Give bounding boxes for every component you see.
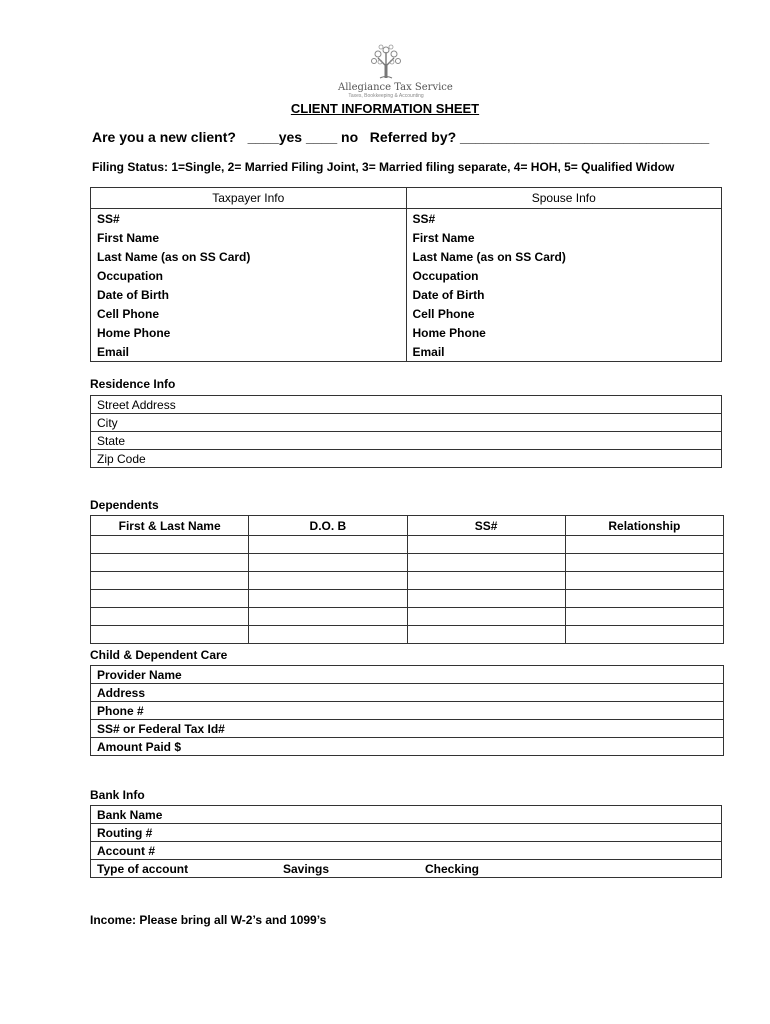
taxpayer-dob-field[interactable]: Date of Birth: [91, 285, 407, 304]
dependent-ssn-cell[interactable]: [407, 572, 565, 590]
spouse-last-name-field[interactable]: Last Name (as on SS Card): [406, 247, 722, 266]
dependent-name-cell[interactable]: [91, 572, 249, 590]
provider-tax-id-field[interactable]: SS# or Federal Tax Id#: [91, 720, 724, 738]
dependent-ssn-cell[interactable]: [407, 554, 565, 572]
bank-name-field[interactable]: Bank Name: [91, 806, 722, 824]
residence-heading: Residence Info: [90, 377, 176, 391]
new-client-question: Are you a new client? ____yes ____ no Referred by? ________________________________: [92, 129, 710, 145]
street-address-field[interactable]: Street Address: [91, 396, 722, 414]
logo-tagline: Taxes, Bookkeeping & Accounting: [348, 93, 424, 99]
dependent-relationship-cell[interactable]: [565, 590, 723, 608]
dependent-ssn-cell[interactable]: [407, 626, 565, 644]
dependent-name-header: First & Last Name: [91, 516, 249, 536]
tree-icon: [366, 42, 406, 82]
taxpayer-ssn-field[interactable]: SS#: [91, 209, 407, 229]
dependent-relationship-header: Relationship: [565, 516, 723, 536]
dependent-dob-cell[interactable]: [249, 572, 407, 590]
dependent-dob-cell[interactable]: [249, 608, 407, 626]
spouse-ssn-field[interactable]: SS#: [406, 209, 722, 229]
taxpayer-email-field[interactable]: Email: [91, 342, 407, 362]
dependent-name-cell[interactable]: [91, 626, 249, 644]
dependent-row: [91, 536, 724, 554]
bank-heading: Bank Info: [90, 788, 145, 802]
spouse-dob-field[interactable]: Date of Birth: [406, 285, 722, 304]
dependent-ssn-header: SS#: [407, 516, 565, 536]
provider-address-field[interactable]: Address: [91, 684, 724, 702]
dependent-ssn-cell[interactable]: [407, 536, 565, 554]
income-note: Income: Please bring all W-2’s and 1099’s: [90, 913, 327, 927]
dependents-heading: Dependents: [90, 498, 159, 512]
amount-paid-field[interactable]: Amount Paid $: [91, 738, 724, 756]
taxpayer-last-name-field[interactable]: Last Name (as on SS Card): [91, 247, 407, 266]
dependent-name-cell[interactable]: [91, 608, 249, 626]
taxpayer-occupation-field[interactable]: Occupation: [91, 266, 407, 285]
child-care-heading: Child & Dependent Care: [90, 648, 228, 662]
checking-option[interactable]: Checking: [425, 861, 480, 876]
spouse-info-header: Spouse Info: [406, 188, 722, 209]
city-field[interactable]: City: [91, 414, 722, 432]
savings-option[interactable]: Savings: [283, 861, 330, 876]
dependent-name-cell[interactable]: [91, 536, 249, 554]
account-type-label: Type of account: [97, 861, 189, 876]
child-care-table: [90, 665, 724, 756]
dependent-row: [91, 626, 724, 644]
dependent-relationship-cell[interactable]: [565, 536, 723, 554]
dependent-dob-cell[interactable]: [249, 536, 407, 554]
residence-table: [90, 395, 722, 468]
dependent-relationship-cell[interactable]: [565, 572, 723, 590]
dependent-name-cell[interactable]: [91, 590, 249, 608]
dependent-ssn-cell[interactable]: [407, 608, 565, 626]
account-number-field[interactable]: Account #: [91, 842, 722, 860]
logo-name: Allegiance Tax Service: [338, 82, 453, 93]
routing-number-field[interactable]: Routing #: [91, 824, 722, 842]
spouse-cell-phone-field[interactable]: Cell Phone: [406, 304, 722, 323]
dependent-ssn-cell[interactable]: [407, 590, 565, 608]
spouse-first-name-field[interactable]: First Name: [406, 228, 722, 247]
dependent-dob-cell[interactable]: [249, 590, 407, 608]
dependent-row: [91, 572, 724, 590]
taxpayer-info-header: Taxpayer Info: [91, 188, 407, 209]
dependent-row: [91, 590, 724, 608]
taxpayer-home-phone-field[interactable]: Home Phone: [91, 323, 407, 342]
state-field[interactable]: State: [91, 432, 722, 450]
dependent-row: [91, 608, 724, 626]
spouse-email-field[interactable]: Email: [406, 342, 722, 362]
spouse-home-phone-field[interactable]: Home Phone: [406, 323, 722, 342]
taxpayer-cell-phone-field[interactable]: Cell Phone: [91, 304, 407, 323]
company-logo: [338, 42, 453, 100]
provider-phone-field[interactable]: Phone #: [91, 702, 724, 720]
account-type-row: [91, 860, 722, 878]
spouse-occupation-field[interactable]: Occupation: [406, 266, 722, 285]
dependent-name-cell[interactable]: [91, 554, 249, 572]
bank-table: [90, 805, 722, 878]
dependent-relationship-cell[interactable]: [565, 554, 723, 572]
taxpayer-first-name-field[interactable]: First Name: [91, 228, 407, 247]
filing-status-line: Filing Status: 1=Single, 2= Married Filing Joint, 3= Married filing separate, 4= HOH, 5= Qualified Widow: [92, 160, 675, 174]
zip-code-field[interactable]: Zip Code: [91, 450, 722, 468]
dependent-dob-header: D.O. B: [249, 516, 407, 536]
page-title: CLIENT INFORMATION SHEET: [290, 101, 480, 116]
taxpayer-spouse-table: [90, 187, 722, 362]
provider-name-field[interactable]: Provider Name: [91, 666, 724, 684]
dependent-relationship-cell[interactable]: [565, 626, 723, 644]
dependent-relationship-cell[interactable]: [565, 608, 723, 626]
dependent-dob-cell[interactable]: [249, 554, 407, 572]
dependent-row: [91, 554, 724, 572]
dependent-dob-cell[interactable]: [249, 626, 407, 644]
dependents-table: [90, 515, 724, 644]
